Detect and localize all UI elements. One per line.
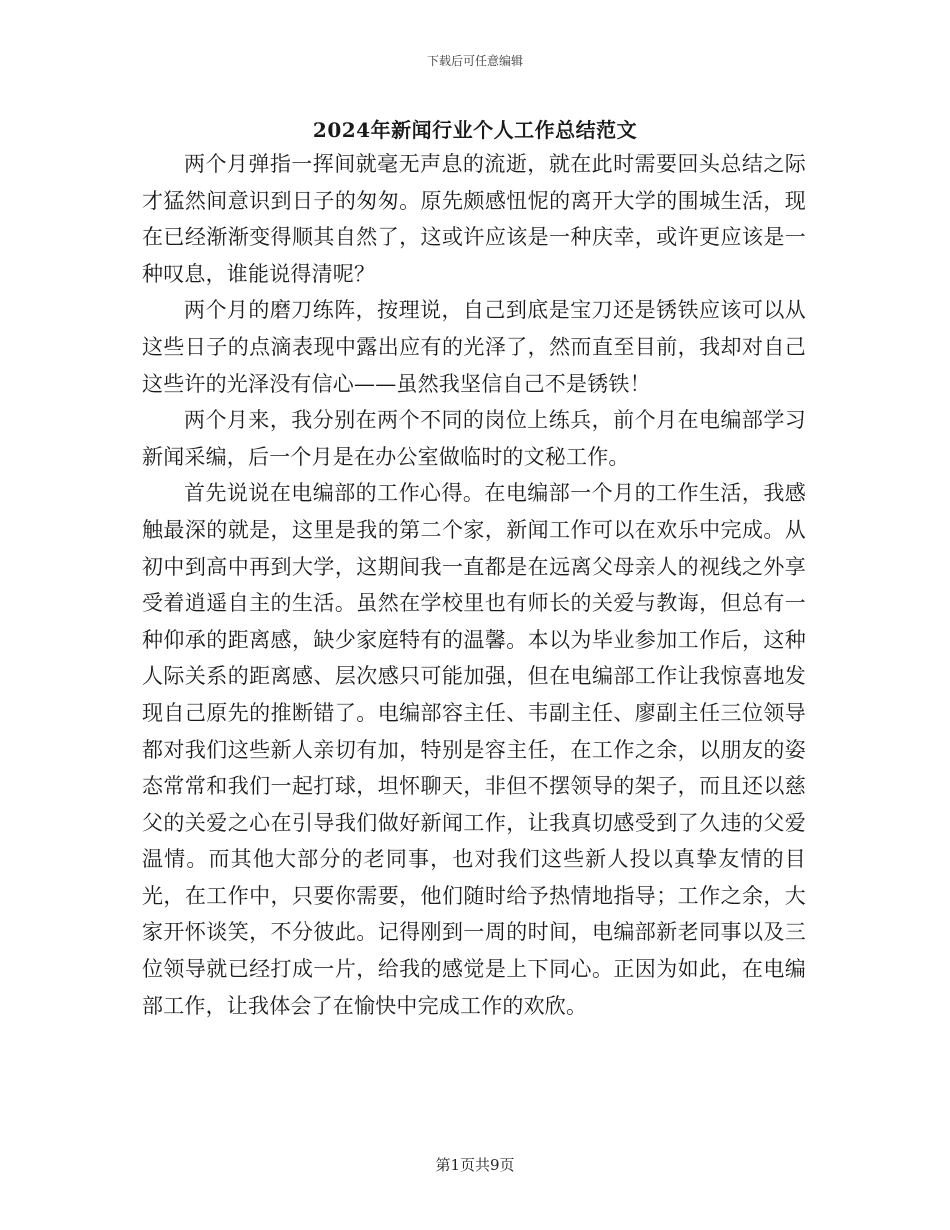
document-title: 2024年新闻行业个人工作总结范文	[312, 118, 638, 142]
header-note: 下载后可任意编辑	[426, 54, 523, 68]
document-body	[142, 146, 806, 1024]
paragraph-1: 两个月弹指一挥间就毫无声息的流逝，就在此时需要回头总结之际才猛然间意识到日子的匆匆。原先颇感忸怩的离开大学的围城生活，现在已经渐渐变得顺其自然了，这或许应该是一种庆幸，或许更应该是一种叹息，谁能说得清呢？	[142, 152, 806, 286]
paragraph-3: 两个月来，我分别在两个不同的岗位上练兵，前个月在电编部学习新闻采编，后一个月是在办公室做临时的文秘工作。	[142, 408, 806, 469]
paragraph-2: 两个月的磨刀练阵，按理说，自己到底是宝刀还是锈铁应该可以从这些日子的点滴表现中露出应有的光泽了，然而直至目前，我却对自己这些许的光泽没有信心——虽然我坚信自己不是锈铁！	[142, 298, 806, 396]
page-number: 第1页共9页	[435, 1156, 515, 1174]
paragraph-4: 首先说说在电编部的工作心得。在电编部一个月的工作生活，我感触最深的就是，这里是我的第二个家，新闻工作可以在欢乐中完成。从初中到高中再到大学，这期间我一直都是在远离父母亲人的视线之外享受着逍遥自主的生活。虽然在学校里也有师长的关爱与教诲，但总有一种仰承的距离感，缺少家庭特有的温馨。本以为毕业参加工作后，这种人际关系的距离感、层次感只可能加强，但在电编部工作让我惊喜地发现自己原先的推断错了。电编部容主任、韦副主任、廖副主任三位领导都对我们这些新人亲切有加，特别是容主任，在工作之余，以朋友的姿态常常和我们一起打球，坦怀聊天，非但不摆领导的架子，而且还以慈父的关爱之心在引导我们做好新闻工作，让我真切感受到了久违的父爱温情。而其他大部分的老同事，也对我们这些新人投以真挚友情的目光，在工作中，只要你需要，他们随时给予热情地指导；工作之余，大家开怀谈笑，不分彼此。记得刚到一周的时间，电编部新老同事以及三位领导就已经打成一片，给我的感觉是上下同心。正因为如此，在电编部工作，让我体会了在愉快中完成工作的欢欣。	[142, 481, 806, 1018]
